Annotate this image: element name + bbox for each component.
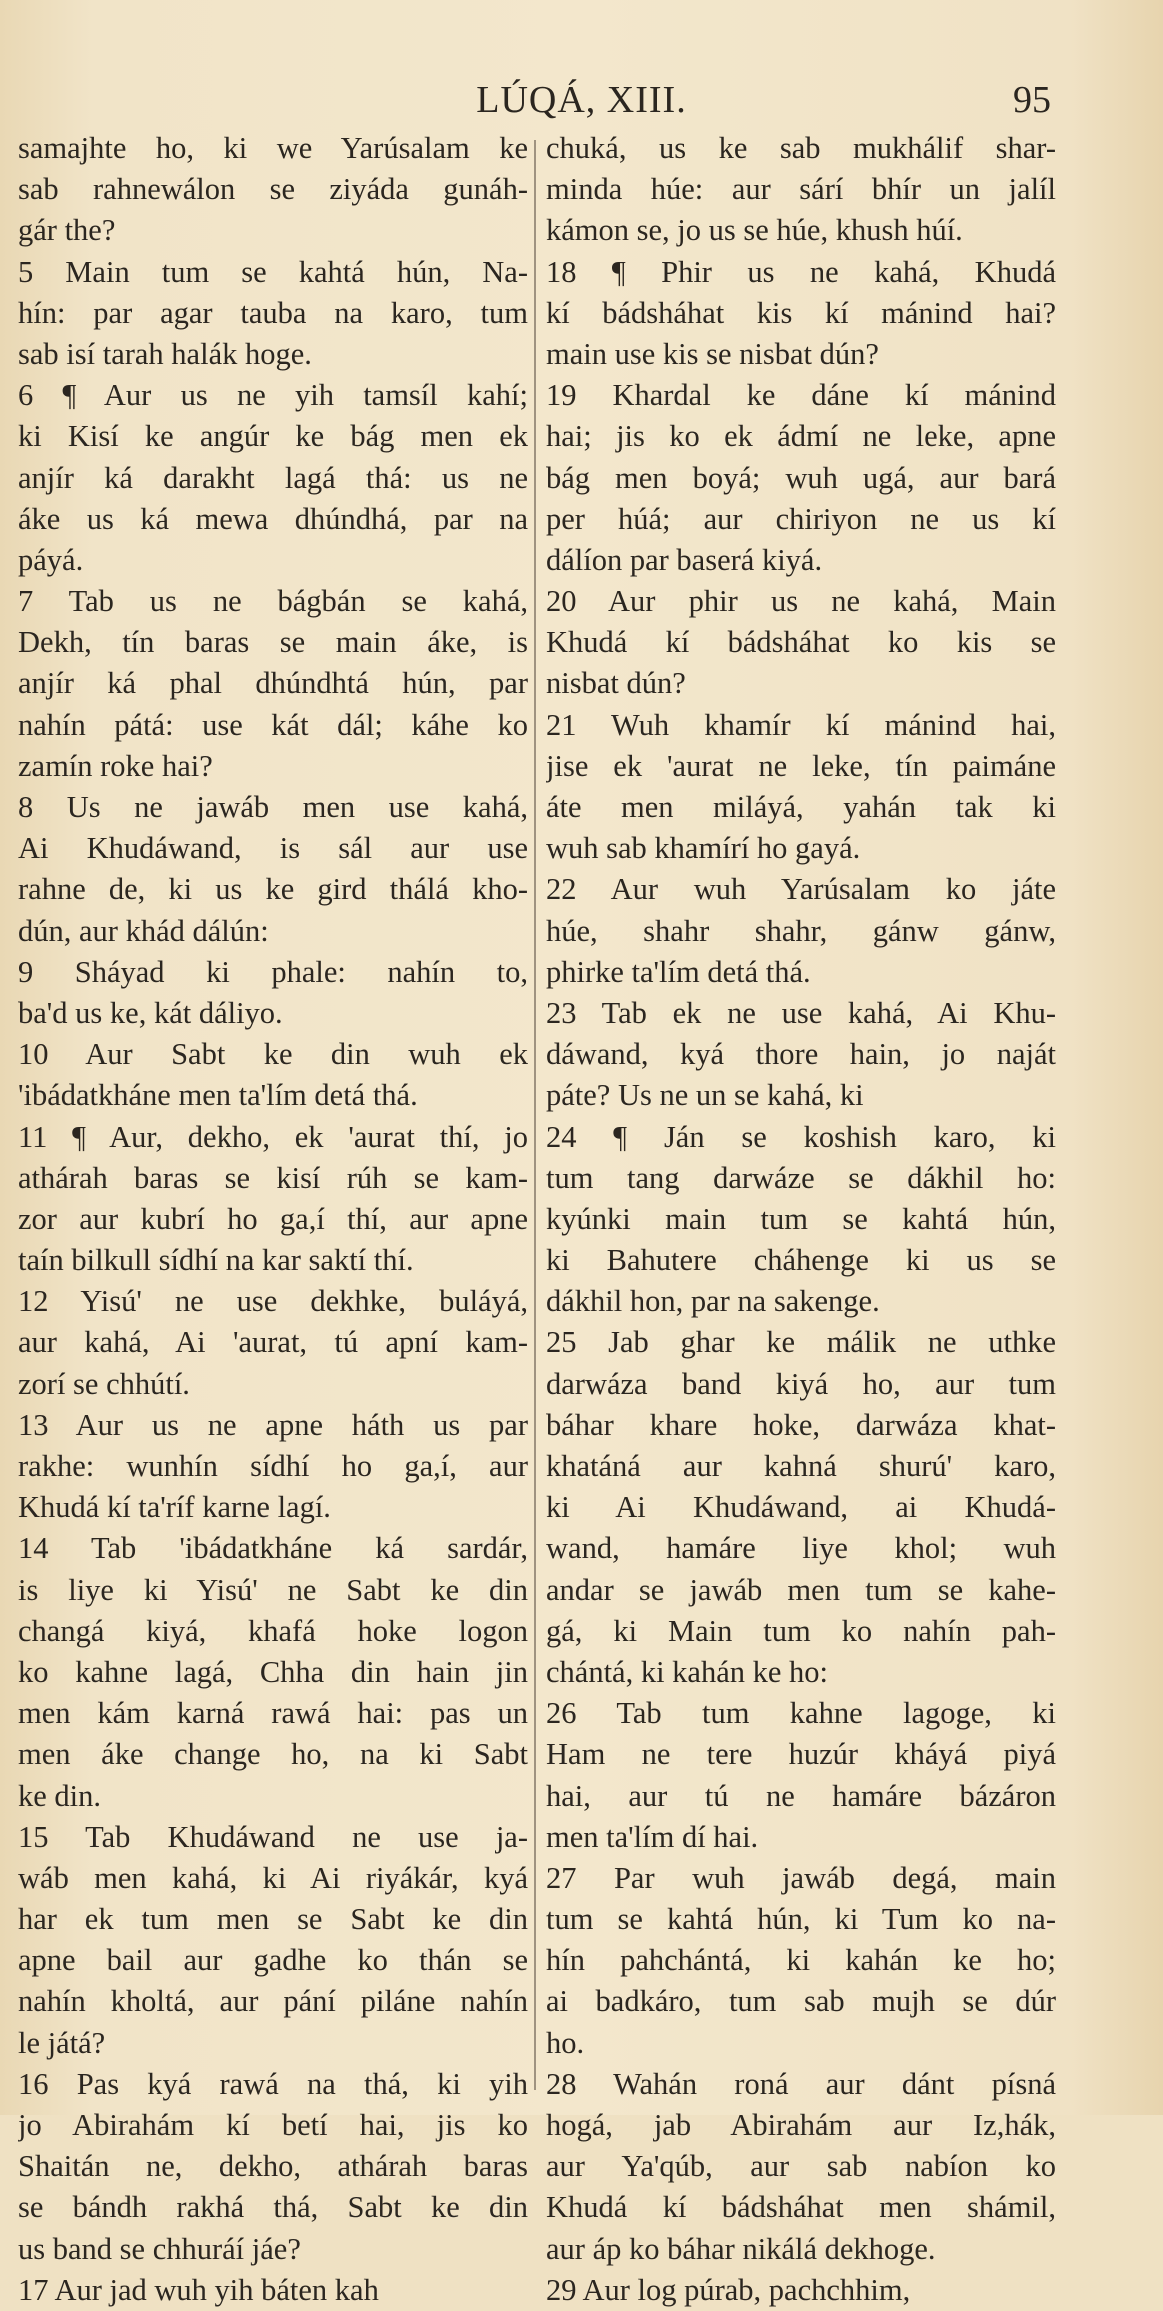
text-line: 11 ¶ Aur, dekho, ek 'aurat thí, jo [18, 1119, 528, 1154]
text-line: aur Ya'qúb, aur sab nabíon ko [546, 2149, 1056, 2184]
text-line: hín pahchántá, ki kahán ke ho; [546, 1943, 1056, 1978]
text-line: ki Kisí ke angúr ke bág men ek [18, 419, 528, 454]
text-line: báhar khare hoke, darwáza khat- [546, 1407, 1056, 1442]
text-line: 28 Wahán roná aur dánt písná [546, 2066, 1056, 2101]
column-divider [534, 140, 536, 2090]
text-line: zorí se chhútí. [18, 1366, 190, 1401]
text-line: páte? Us ne un se kahá, ki [546, 1078, 864, 1113]
text-line: zor aur kubrí ho ga,í thí, aur apne [18, 1201, 528, 1236]
text-line: hogá, jab Abirahám aur Iz,hák, [546, 2108, 1056, 2142]
text-line: 21 Wuh khamír kí mánind hai, [546, 707, 1056, 742]
text-line: us band se chhuráí jáe? [18, 2231, 301, 2266]
text-line: men áke change ho, na ki Sabt [18, 1737, 528, 1772]
text-line: Shaitán ne, dekho, athárah baras [18, 2149, 528, 2184]
text-line: dálíon par baserá kiyá. [546, 542, 823, 577]
text-line: áke us ká mewa dhúndhá, par na [18, 501, 528, 536]
page-header [0, 78, 1163, 128]
text-line: Ai Khudáwand, is sál aur use [18, 831, 528, 866]
text-line: Dekh, tín baras se main áke, is [18, 625, 528, 660]
text-line: 22 Aur wuh Yarúsalam ko játe [546, 872, 1056, 907]
text-line: 29 Aur log púrab, pachchhim, [546, 2272, 911, 2307]
text-line: wuh sab khamírí ho gayá. [546, 831, 861, 866]
text-line: 25 Jab ghar ke málik ne uthke [546, 1325, 1056, 1360]
text-line: phirke ta'lím detá thá. [546, 954, 811, 989]
text-line: 23 Tab ek ne use kahá, Ai Khu- [546, 995, 1056, 1030]
text-line: andar se jawáb men tum se kahe- [546, 1572, 1056, 1607]
text-line: main use kis se nisbat dún? [546, 336, 879, 371]
text-line: chántá, ki kahán ke ho: [546, 1654, 829, 1689]
text-line: jise ek 'aurat ne leke, tín paimáne [546, 748, 1056, 783]
text-line: 9 Sháyad ki phale: nahín to, [18, 954, 528, 989]
text-line: har ek tum men se Sabt ke din [18, 1902, 528, 1937]
text-line: men kám karná rawá hai: pas un [18, 1696, 528, 1731]
text-line: Khudá kí ta'ríf karne lagí. [18, 1490, 331, 1525]
text-line: Khudá kí bádsháhat men shámil, [546, 2190, 1056, 2225]
text-line: changá kiyá, khafá hoke logon [18, 1613, 528, 1648]
text-line: men ta'lím dí hai. [546, 1819, 759, 1854]
text-line: 7 Tab us ne bágbán se kahá, [18, 584, 528, 619]
text-line: Ham ne tere huzúr kháyá piyá [546, 1737, 1056, 1772]
text-line: darwáza band kiyá ho, aur tum [546, 1366, 1056, 1401]
right-column [546, 128, 1056, 2311]
running-title: LÚQÁ, XIII. [476, 79, 687, 121]
text-line: is liye ki Yisú' ne Sabt ke din [18, 1572, 528, 1607]
text-line: kí bádsháhat kis kí mánind hai? [546, 295, 1056, 330]
text-line: samajhte ho, ki we Yarúsalam ke [18, 131, 528, 165]
text-line: rakhe: wunhín sídhí ho ga,í, aur [18, 1449, 528, 1483]
text-line: 19 Khardal ke dáne kí mánind [546, 378, 1056, 413]
text-line: bág men boyá; wuh ugá, aur bará [546, 460, 1056, 495]
text-line: sab rahnewálon se ziyáda gunáh- [18, 172, 528, 207]
text-line: húe, shahr shahr, gánw gánw, [546, 913, 1056, 948]
text-line: áte men miláyá, yahán tak ki [546, 790, 1056, 824]
text-line: le játá? [18, 2025, 106, 2060]
text-line: páyá. [18, 542, 84, 577]
text-line: 10 Aur Sabt ke din wuh ek [18, 1037, 528, 1072]
text-line: apne bail aur gadhe ko thán se [18, 1943, 528, 1978]
text-line: tum se kahtá hún, ki Tum ko na- [546, 1902, 1056, 1937]
text-line: hai, aur tú ne hamáre bázáron [546, 1778, 1056, 1813]
text-line: 6 ¶ Aur us ne yih tamsíl kahí; [18, 378, 528, 413]
text-line: anjír ká darakht lagá thá: us ne [18, 460, 528, 495]
text-line: 14 Tab 'ibádatkháne ká sardár, [18, 1531, 528, 1566]
text-line: dún, aur khád dálún: [18, 913, 269, 948]
text-line: zamín roke hai? [18, 748, 213, 783]
text-line: ko kahne lagá, Chha din hain jin [18, 1654, 528, 1689]
text-line: aur kahá, Ai 'aurat, tú apní kam- [18, 1325, 528, 1360]
text-line: 12 Yisú' ne use dekhke, buláyá, [18, 1284, 528, 1319]
text-line: rahne de, ki us ke gird thálá kho- [18, 872, 528, 907]
text-line: 15 Tab Khudáwand ne use ja- [18, 1819, 528, 1854]
text-line: ke din. [18, 1778, 102, 1813]
text-line: 5 Main tum se kahtá hún, Na- [18, 254, 528, 289]
text-line: chuká, us ke sab mukhálif shar- [546, 131, 1056, 165]
text-line: per húá; aur chiriyon ne us kí [546, 501, 1056, 536]
text-line: wáb men kahá, ki Ai riyákár, kyá [18, 1860, 528, 1895]
text-line: se bándh rakhá thá, Sabt ke din [18, 2190, 528, 2225]
text-line: hai; jis ko ek ádmí ne leke, apne [546, 419, 1056, 454]
text-line: kámon se, jo us se húe, khush húí. [546, 213, 963, 248]
text-line: athárah baras se kisí rúh se kam- [18, 1160, 528, 1195]
text-line: taín bilkull sídhí na kar saktí thí. [18, 1243, 414, 1278]
text-line: sab isí tarah halák hoge. [18, 336, 312, 371]
text-line: kyúnki main tum se kahtá hún, [546, 1201, 1056, 1236]
text-line: ai badkáro, tum sab mujh se dúr [546, 1984, 1056, 2019]
text-line: 13 Aur us ne apne háth us par [18, 1407, 528, 1442]
text-line: wand, hamáre liye khol; wuh [546, 1531, 1056, 1566]
text-line: 'ibádatkháne men ta'lím detá thá. [18, 1078, 418, 1113]
text-line: 16 Pas kyá rawá na thá, ki yih [18, 2066, 528, 2101]
text-line: ho. [546, 2025, 585, 2060]
text-line: ki Bahutere cháhenge ki us se [546, 1243, 1056, 1278]
text-line: ba'd us ke, kát dáliyo. [18, 995, 283, 1030]
text-line: nahín kholtá, aur pání piláne nahín [18, 1984, 528, 2019]
text-line: khatáná aur kahná shurú' karo, [546, 1449, 1056, 1483]
text-line: 27 Par wuh jawáb degá, main [546, 1860, 1056, 1895]
page-number: 95 [1013, 79, 1051, 121]
text-line: 24 ¶ Ján se koshish karo, ki [546, 1119, 1056, 1154]
text-line: jo Abirahám kí betí hai, jis ko [18, 2108, 528, 2142]
text-line: tum tang darwáze se dákhil ho: [546, 1160, 1056, 1195]
left-column [18, 128, 528, 2311]
text-line: dákhil hon, par na sakenge. [546, 1284, 880, 1319]
text-line: 26 Tab tum kahne lagoge, ki [546, 1696, 1056, 1731]
text-line: gár the? [18, 213, 116, 248]
text-line: gá, ki Main tum ko nahín pah- [546, 1613, 1056, 1648]
text-line: minda húe: aur sárí bhír un jalíl [546, 172, 1056, 207]
text-line: aur áp ko báhar nikálá dekhoge. [546, 2231, 936, 2266]
text-line: ki Ai Khudáwand, ai Khudá- [546, 1490, 1056, 1525]
text-line: anjír ká phal dhúndhtá hún, par [18, 666, 528, 701]
text-line: 17 Aur jad wuh yih báten kah [18, 2272, 379, 2307]
text-line: nahín pátá: use kát dál; káhe ko [18, 707, 528, 742]
text-line: dáwand, kyá thore hain, jo naját [546, 1037, 1056, 1072]
text-line: 8 Us ne jawáb men use kahá, [18, 790, 528, 824]
text-line: 20 Aur phir us ne kahá, Main [546, 584, 1056, 619]
text-line: Khudá kí bádsháhat ko kis se [546, 625, 1056, 660]
text-line: hín: par agar tauba na karo, tum [18, 295, 528, 330]
text-line: 18 ¶ Phir us ne kahá, Khudá [546, 254, 1056, 289]
text-line: nisbat dún? [546, 666, 686, 701]
